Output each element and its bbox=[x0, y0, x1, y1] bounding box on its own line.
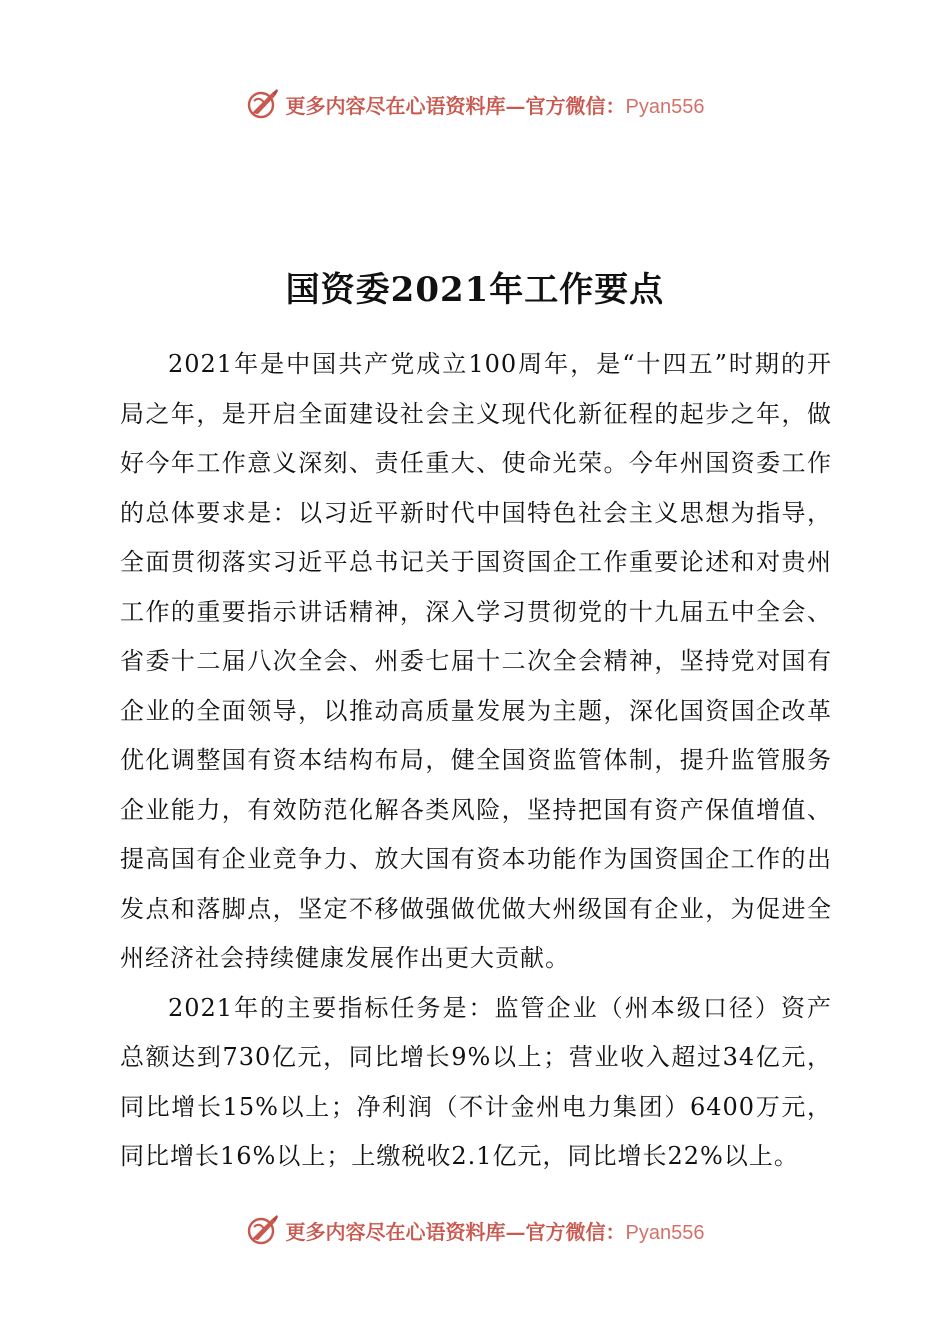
quill-pen-logo-icon bbox=[246, 1213, 280, 1247]
watermark-wechat-id: Pyan556 bbox=[625, 95, 705, 118]
footer-watermark bbox=[0, 1210, 950, 1250]
watermark-text bbox=[286, 90, 705, 119]
paragraph-targets: 2021年的主要指标任务是：监管企业（州本级口径）资产总额达到730亿元，同比增长9%以上；营业收入超过34亿元，同比增长15%以上；净利润（不计金州电力集团）6400万元，同比增长16%以上；上缴税收2.1亿元，同比增长22%以上。 bbox=[120, 993, 832, 1170]
watermark-text bbox=[286, 1216, 705, 1245]
watermark-label: 更多内容尽在心语资料库—官方微信： bbox=[285, 1219, 626, 1244]
document-title: 国资委2021年工作要点 bbox=[285, 270, 665, 310]
paragraph-overview: 2021年是中国共产党成立100周年，是“十四五”时期的开局之年，是开启全面建设社会主义现代化新征程的起步之年，做好今年工作意义深刻、责任重大、使命光荣。今年州国资委工作的总体要求是：以习近平新时代中国特色社会主义思想为指导，全面贯彻落实习近平总书记关于国资国企工作重要论述和对贵州工作的重要指示讲话精神，深入学习贯彻党的十九届五中全会、省委十二届八次全会、州委七届十二次全会精神，坚持党对国有企业的全面领导，以推动高质量发展为主题，深化国资国企改革优化调整国有资本结构布局，健全国资监管体制，提升监管服务企业能力，有效防范化解各类风险，坚持把国有资产保值增值、提高国有企业竞争力、放大国有资本功能作为国资国企工作的出发点和落脚点，坚定不移做强做优做大州级国有企业，为促进全州经济社会持续健康发展作出更大贡献。 bbox=[120, 350, 832, 972]
header-watermark bbox=[0, 84, 950, 124]
quill-pen-logo-icon bbox=[246, 87, 280, 121]
watermark-label: 更多内容尽在心语资料库—官方微信： bbox=[285, 93, 626, 118]
watermark-wechat-id: Pyan556 bbox=[625, 1221, 705, 1244]
document-body bbox=[120, 340, 832, 1182]
